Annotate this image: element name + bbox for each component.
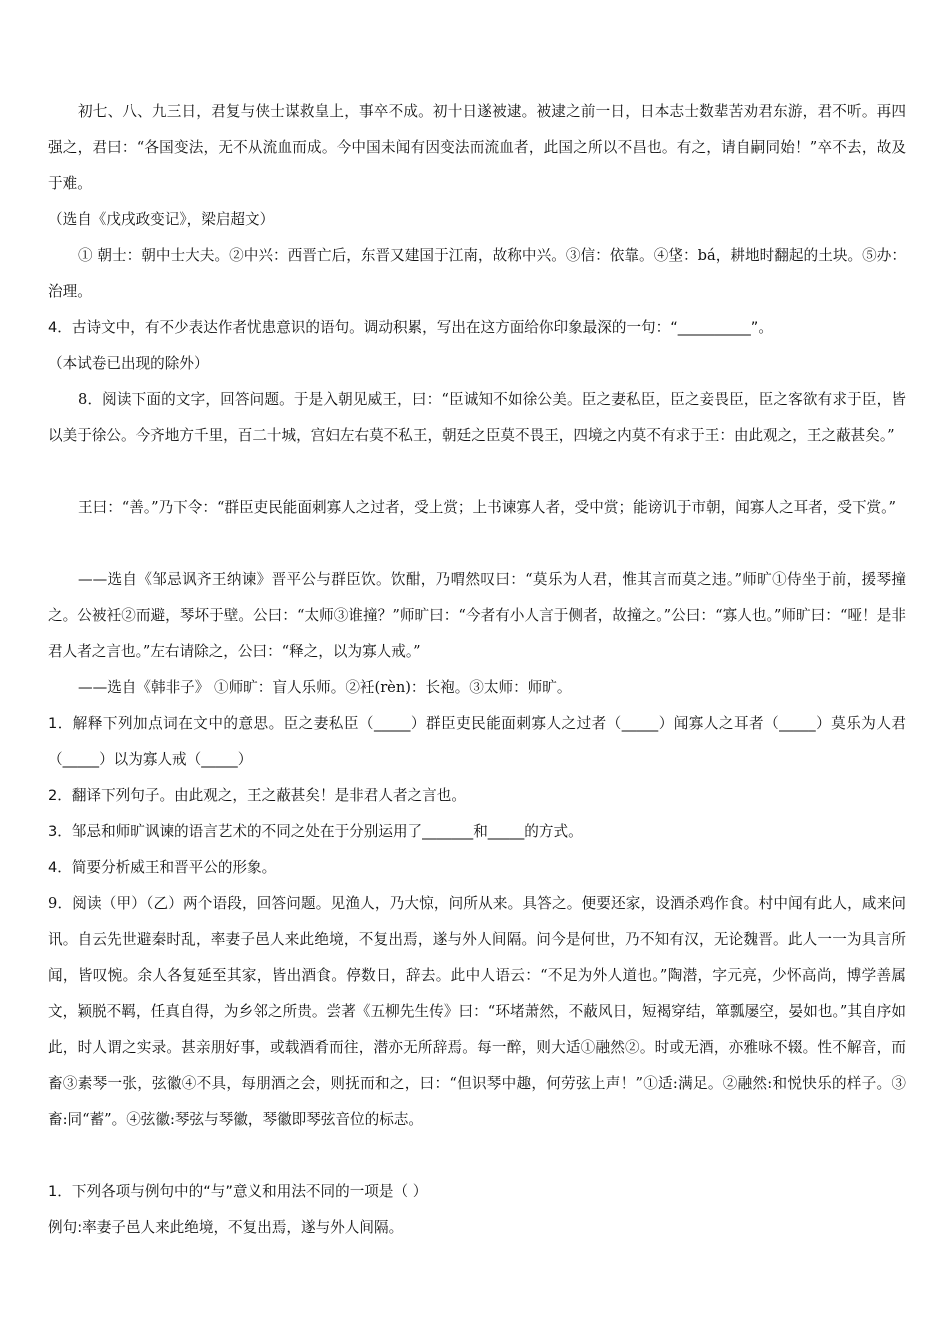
question-9-passage: 9．阅读（甲）（乙）两个语段，回答问题。见渔人，乃大惊，问所从来。具答之。便要还家，设酒杀鸡作食。村中闻有此人，咸来问讯。自云先世避秦时乱，率妻子邑人来此绝境，不复出焉，遂与外人间隔。问今是何世，乃不知有汉，无论魏晋。此人一一为具言所闻，皆叹惋。余人各复延至其家，皆出酒食。停数日，辞去。此中人语云：“不足为外人道也。”陶潜，字元亮，少怀高尚，博学善属文，颖脱不羁，任真自得，为乡邻之所贵。尝著《五柳先生传》曰：“环堵萧然，不蔽风日，短褐穿结，箪瓢屡空，晏如也。”其自序如此，时人谓之实录。甚亲朋好事，或载酒肴而往，潜亦无所辞焉。每一醉，则大适①融然②。时或无酒，亦雅咏不辍。性不解音，而畜③素琴一张，弦徽④不具，每朋酒之会，则抚而和之，曰：“但识琴中趣，何劳弦上声！”①适:满足。②融然:和悦快乐的样子。③畜:同“蓄”。④弦徽:琴弦与琴徽，琴徽即琴弦音位的标志。 bbox=[48, 895, 906, 1128]
question-8-shikuang-passage: ——选自《邹忌讽齐王纳谏》晋平公与群臣饮。饮酣，乃喟然叹曰：“莫乐为人君，惟其言而莫之违。”师旷①侍坐于前，援琴撞之。公被衽②而避，琴坏于壁。公曰：“太师③谁撞？”师旷曰：“今者有小人言于侧者，故撞之。”公曰：“寡人也。”师旷曰：“哑！是非君人者之言也。”左右请除之，公曰：“释之，以为寡人戒。” bbox=[48, 571, 906, 660]
question-8-king-reply: 王曰：“善。”乃下令：“群臣吏民能面刺寡人之过者，受上赏；上书谏寡人者，受中赏；能谤讥于市朝，闻寡人之耳者，受下赏。” bbox=[78, 499, 896, 516]
question-4-note: （本试卷已出现的除外） bbox=[48, 355, 209, 372]
question-8-sub-3: 3．邹忌和师旷讽谏的语言艺术的不同之处在于分别运用了_______和_____的方式。 bbox=[48, 823, 583, 840]
passage-annotations: ① 朝士：朝中士大夫。②中兴：西晋亡后，东晋又建国于江南，故称中兴。③信：依靠。④垡：bá，耕地时翻起的土块。⑤办：治理。 bbox=[48, 247, 906, 300]
question-8-sub-1: 1．解释下列加点词在文中的意思。臣之妻私臣（_____）群臣吏民能面刺寡人之过者（_____）闻寡人之耳者（_____）莫乐为人君（_____）以为寡人戒（_____） bbox=[48, 715, 906, 768]
question-9-sub-1: 1．下列各项与例句中的“与”意义和用法不同的一项是（ ） bbox=[48, 1183, 428, 1200]
passage-source-note: （选自《戊戌政变记》，梁启超文） bbox=[48, 211, 275, 228]
question-8-sub-4: 4．简要分析威王和晋平公的形象。 bbox=[48, 859, 277, 876]
passage-tan-sitong: 初七、八、九三日，君复与侠士谋救皇上，事卒不成。初十日遂被逮。被逮之前一日，日本志士数辈苦劝君东游，君不听。再四强之，君曰：“各国变法，无不从流血而成。今中国未闻有因变法而流血者，此国之所以不昌也。有之，请自嗣同始！”卒不去，故及于难。 bbox=[48, 103, 906, 192]
question-4-poetry: 4．古诗文中，有不少表达作者忧患意识的语句。调动积累，写出在这方面给你印象最深的一句：“__________”。 bbox=[48, 319, 773, 336]
question-8-source-notes: ——选自《韩非子》 ①师旷：盲人乐师。②衽(rèn)：长袍。③太师：师旷。 bbox=[78, 679, 572, 696]
question-9-example: 例句:率妻子邑人来此绝境，不复出焉，遂与外人间隔。 bbox=[48, 1219, 404, 1236]
question-8-passage: 8．阅读下面的文字，回答问题。于是入朝见威王，曰：“臣诚知不如徐公美。臣之妻私臣，臣之妾畏臣，臣之客欲有求于臣，皆以美于徐公。今齐地方千里，百二十城，宫妇左右莫不私王，朝廷之臣莫不畏王，四境之内莫不有求于王：由此观之，王之蔽甚矣。” bbox=[48, 391, 906, 444]
question-8-sub-2: 2．翻译下列句子。由此观之，王之蔽甚矣！是非君人者之言也。 bbox=[48, 787, 466, 804]
